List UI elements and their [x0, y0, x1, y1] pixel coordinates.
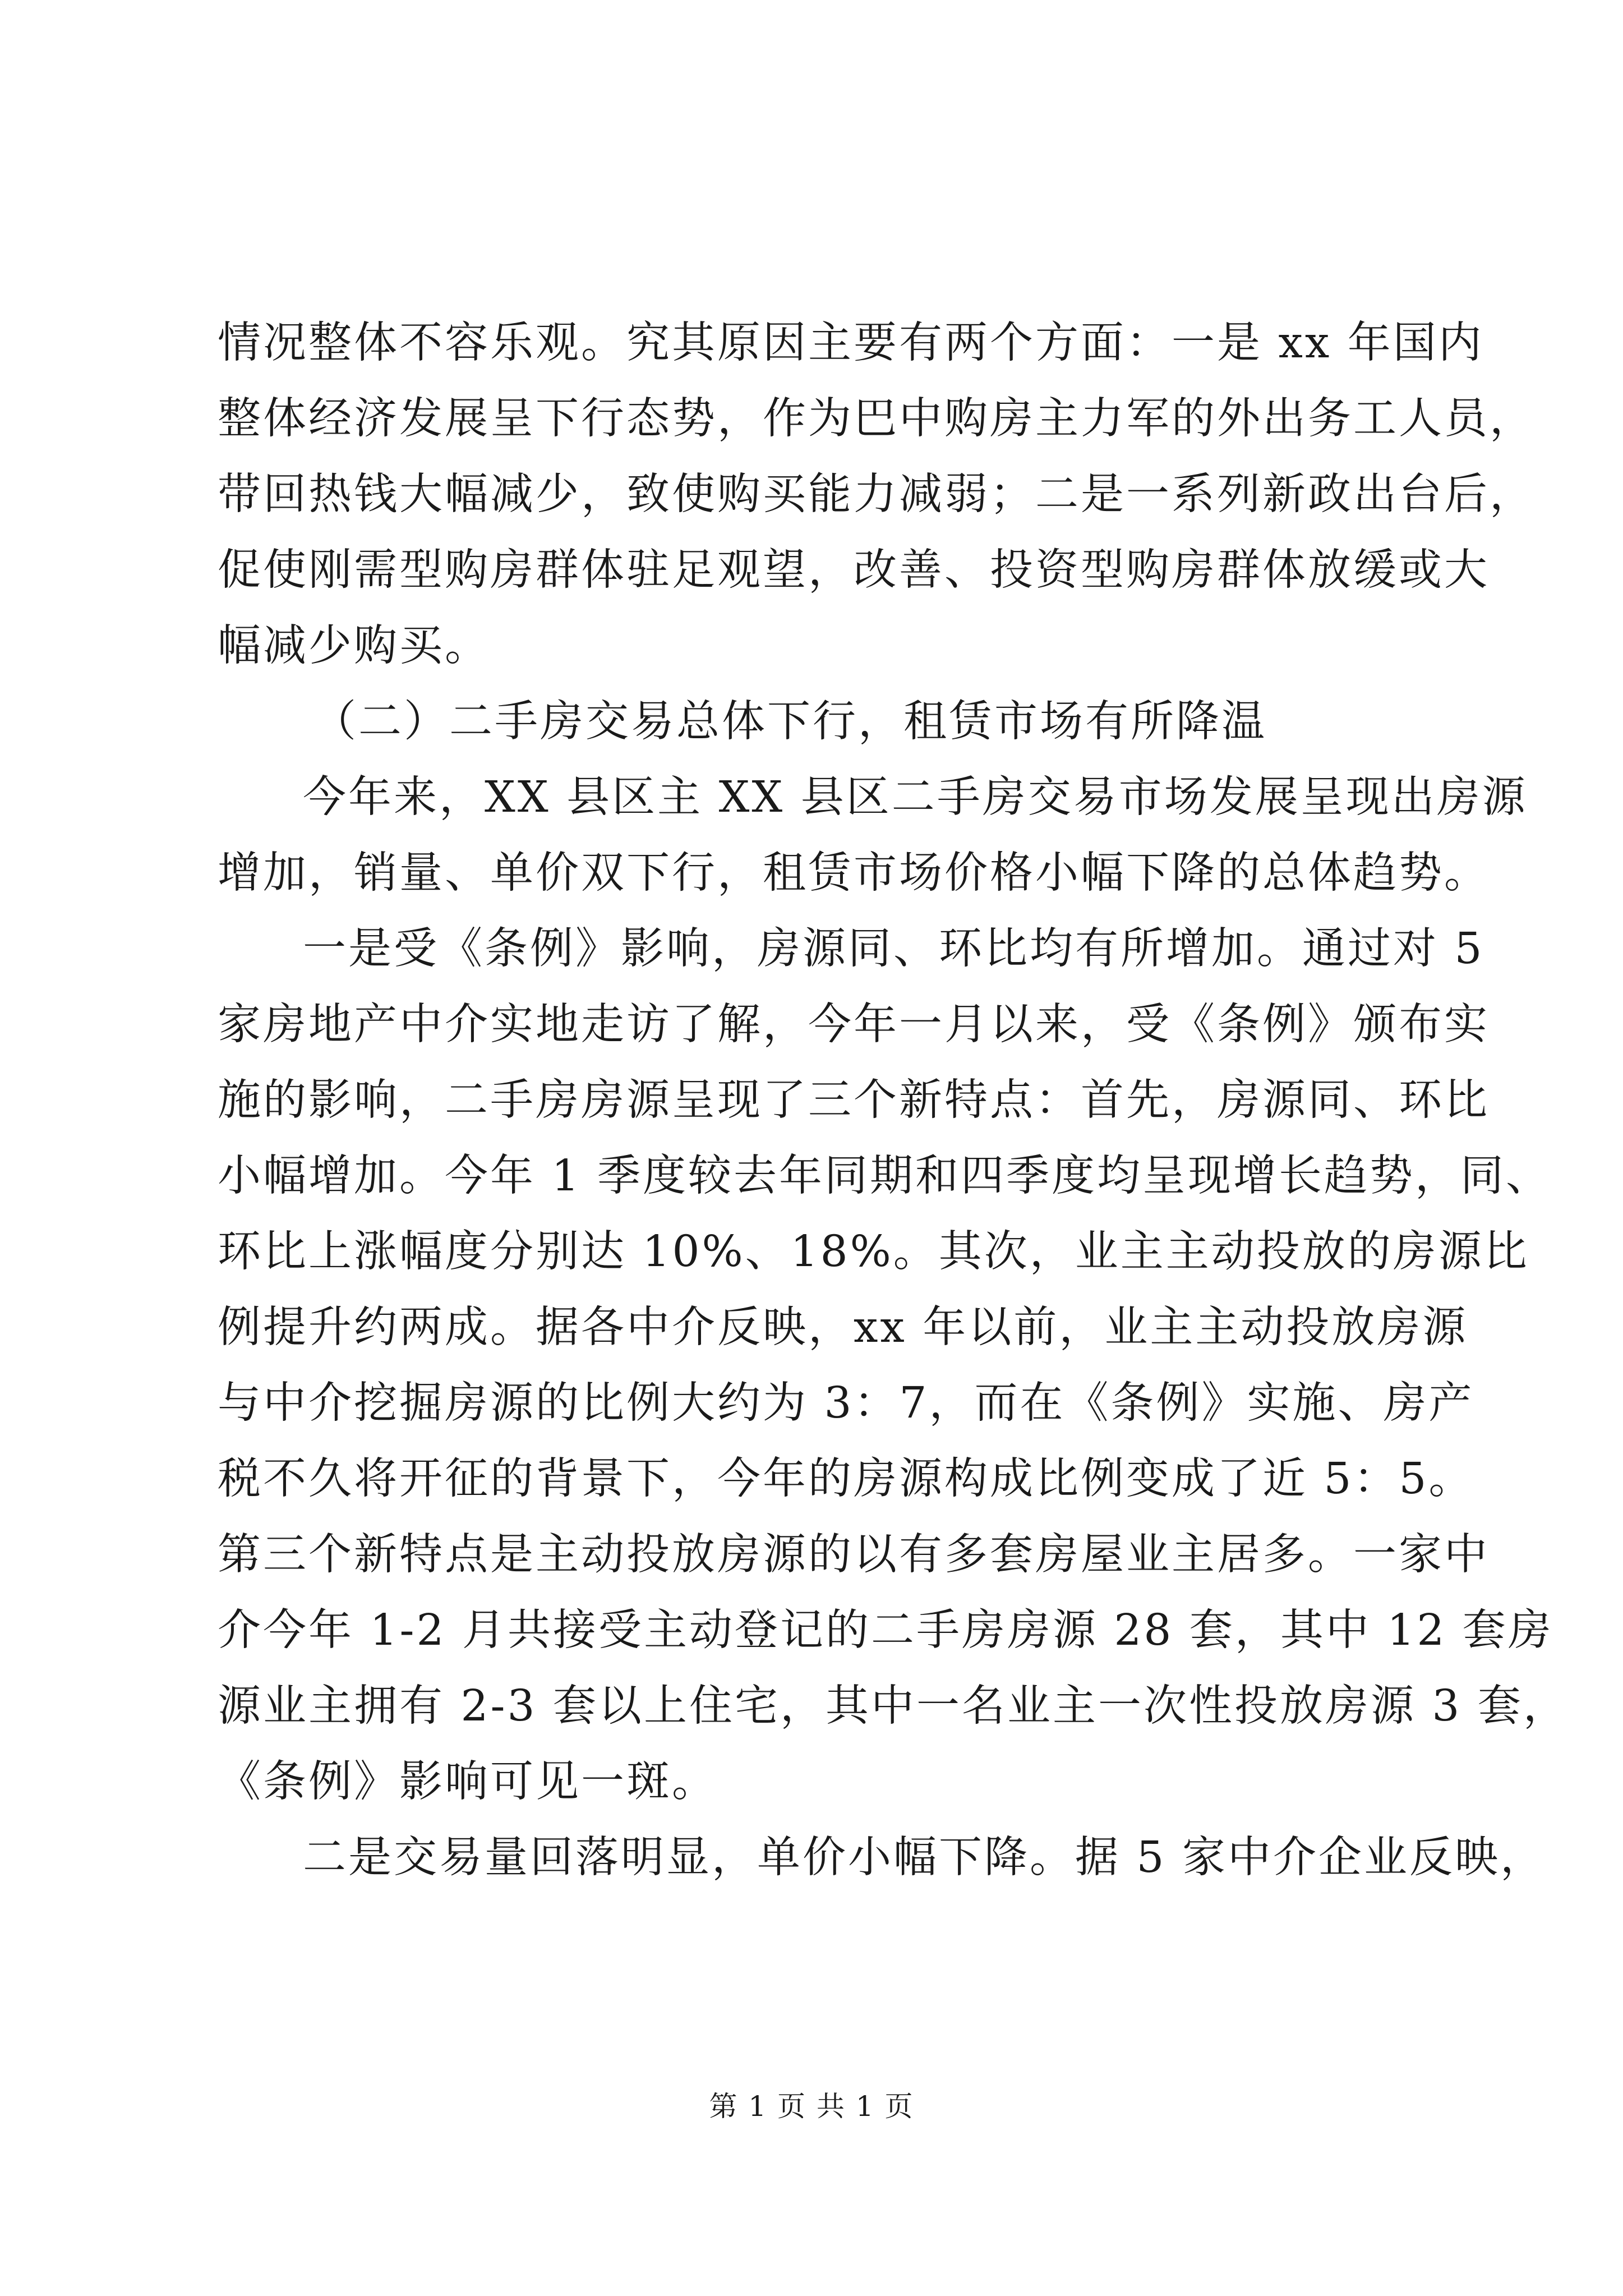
- text-line-16: 税不久将开征的背景下，今年的房源构成比例变成了近 5：5。: [218, 1454, 1474, 1504]
- text-line-7: 今年来，XX 县区主 XX 县区二手房交易市场发展呈现出房源: [303, 772, 1528, 822]
- text-line-10: 家房地产中介实地走访了解，今年一月以来，受《条例》颁布实: [218, 1000, 1490, 1050]
- page-number-footer: 第 1 页 共 1 页: [709, 2090, 914, 2123]
- text-line-8: 增加，销量、单价双下行，租赁市场价格小幅下降的总体趋势。: [218, 848, 1490, 898]
- text-line-15: 与中介挖掘房源的比例大约为 3：7，而在《条例》实施、房产: [218, 1378, 1474, 1428]
- text-line-2: 整体经济发展呈下行态势，作为巴中购房主力军的外出务工人员，: [218, 394, 1535, 444]
- text-line-12: 小幅增加。今年 1 季度较去年同期和四季度均呈现增长趋势，同、: [218, 1151, 1551, 1201]
- text-line-1: 情况整体不容乐观。究其原因主要有两个方面：一是 xx 年国内: [218, 318, 1484, 368]
- text-line-5: 幅减少购买。: [218, 621, 490, 671]
- text-line-14: 例提升约两成。据各中介反映，xx 年以前，业主主动投放房源: [218, 1303, 1468, 1352]
- text-line-17: 第三个新特点是主动投放房源的以有多套房屋业主居多。一家中: [218, 1530, 1490, 1580]
- text-line-11: 施的影响，二手房房源呈现了三个新特点：首先，房源同、环比: [218, 1075, 1490, 1125]
- section-heading: （二）二手房交易总体下行，租赁市场有所降温: [313, 697, 1267, 747]
- text-line-4: 促使刚需型购房群体驻足观望，改善、投资型购房群体放缓或大: [218, 545, 1490, 595]
- text-line-18: 介今年 1-2 月共接受主动登记的二手房房源 28 套，其中 12 套房: [218, 1605, 1553, 1655]
- text-line-21: 二是交易量回落明显，单价小幅下降。据 5 家中介企业反映，: [303, 1833, 1546, 1883]
- text-line-19: 源业主拥有 2-3 套以上住宅，其中一名业主一次性投放房源 3 套，: [218, 1681, 1569, 1731]
- text-line-20: 《条例》影响可见一斑。: [218, 1757, 717, 1807]
- text-line-3: 带回热钱大幅减少，致使购买能力减弱；二是一系列新政出台后，: [218, 470, 1535, 519]
- text-line-13: 环比上涨幅度分别达 10%、18%。其次，业主主动投放的房源比: [218, 1227, 1529, 1277]
- text-line-9: 一是受《条例》影响，房源同、环比均有所增加。通过对 5: [303, 924, 1484, 974]
